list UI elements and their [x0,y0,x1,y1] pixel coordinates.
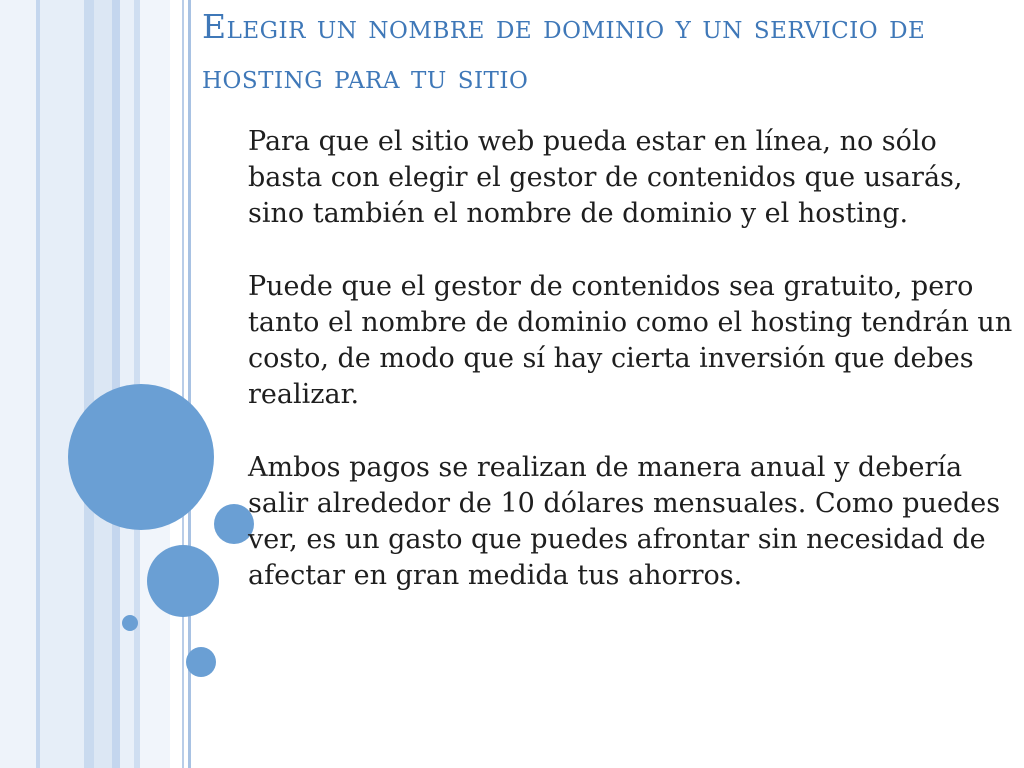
paragraph-2: Puede que el gestor de contenidos sea gratuito, pero tanto el nombre de dominio como el hosting tendrán un costo, de modo que sí hay cierta inversión que debes realizar. [248,271,1013,410]
stripe [182,0,184,768]
slide-title: Elegir un nombre de dominio y un servicio de hosting para tu sitio [202,7,926,96]
slide-body [248,124,1018,631]
paragraph-1: Para que el sitio web pueda estar en línea, no sólo basta con elegir el gestor de contenidos que usarás, sino también el nombre de dominio y el hosting. [248,126,963,229]
paragraph-3: Ambos pagos se realizan de manera anual y debería salir alrededor de 10 dólares mensuales. Como puedes ver, es un gasto que puedes afrontar sin necesidad de afectar en gran medida tus ahorros. [248,452,1001,591]
stripe [94,0,112,768]
stripe [40,0,84,768]
decorative-circle-medium [147,545,219,617]
decorative-circle-tiny [122,615,138,631]
stripe [112,0,120,768]
stripe [0,0,36,768]
decorative-circle-small-2 [186,647,216,677]
decorative-circle-large [68,384,214,530]
decorative-stripes [0,0,196,768]
stripe [84,0,94,768]
